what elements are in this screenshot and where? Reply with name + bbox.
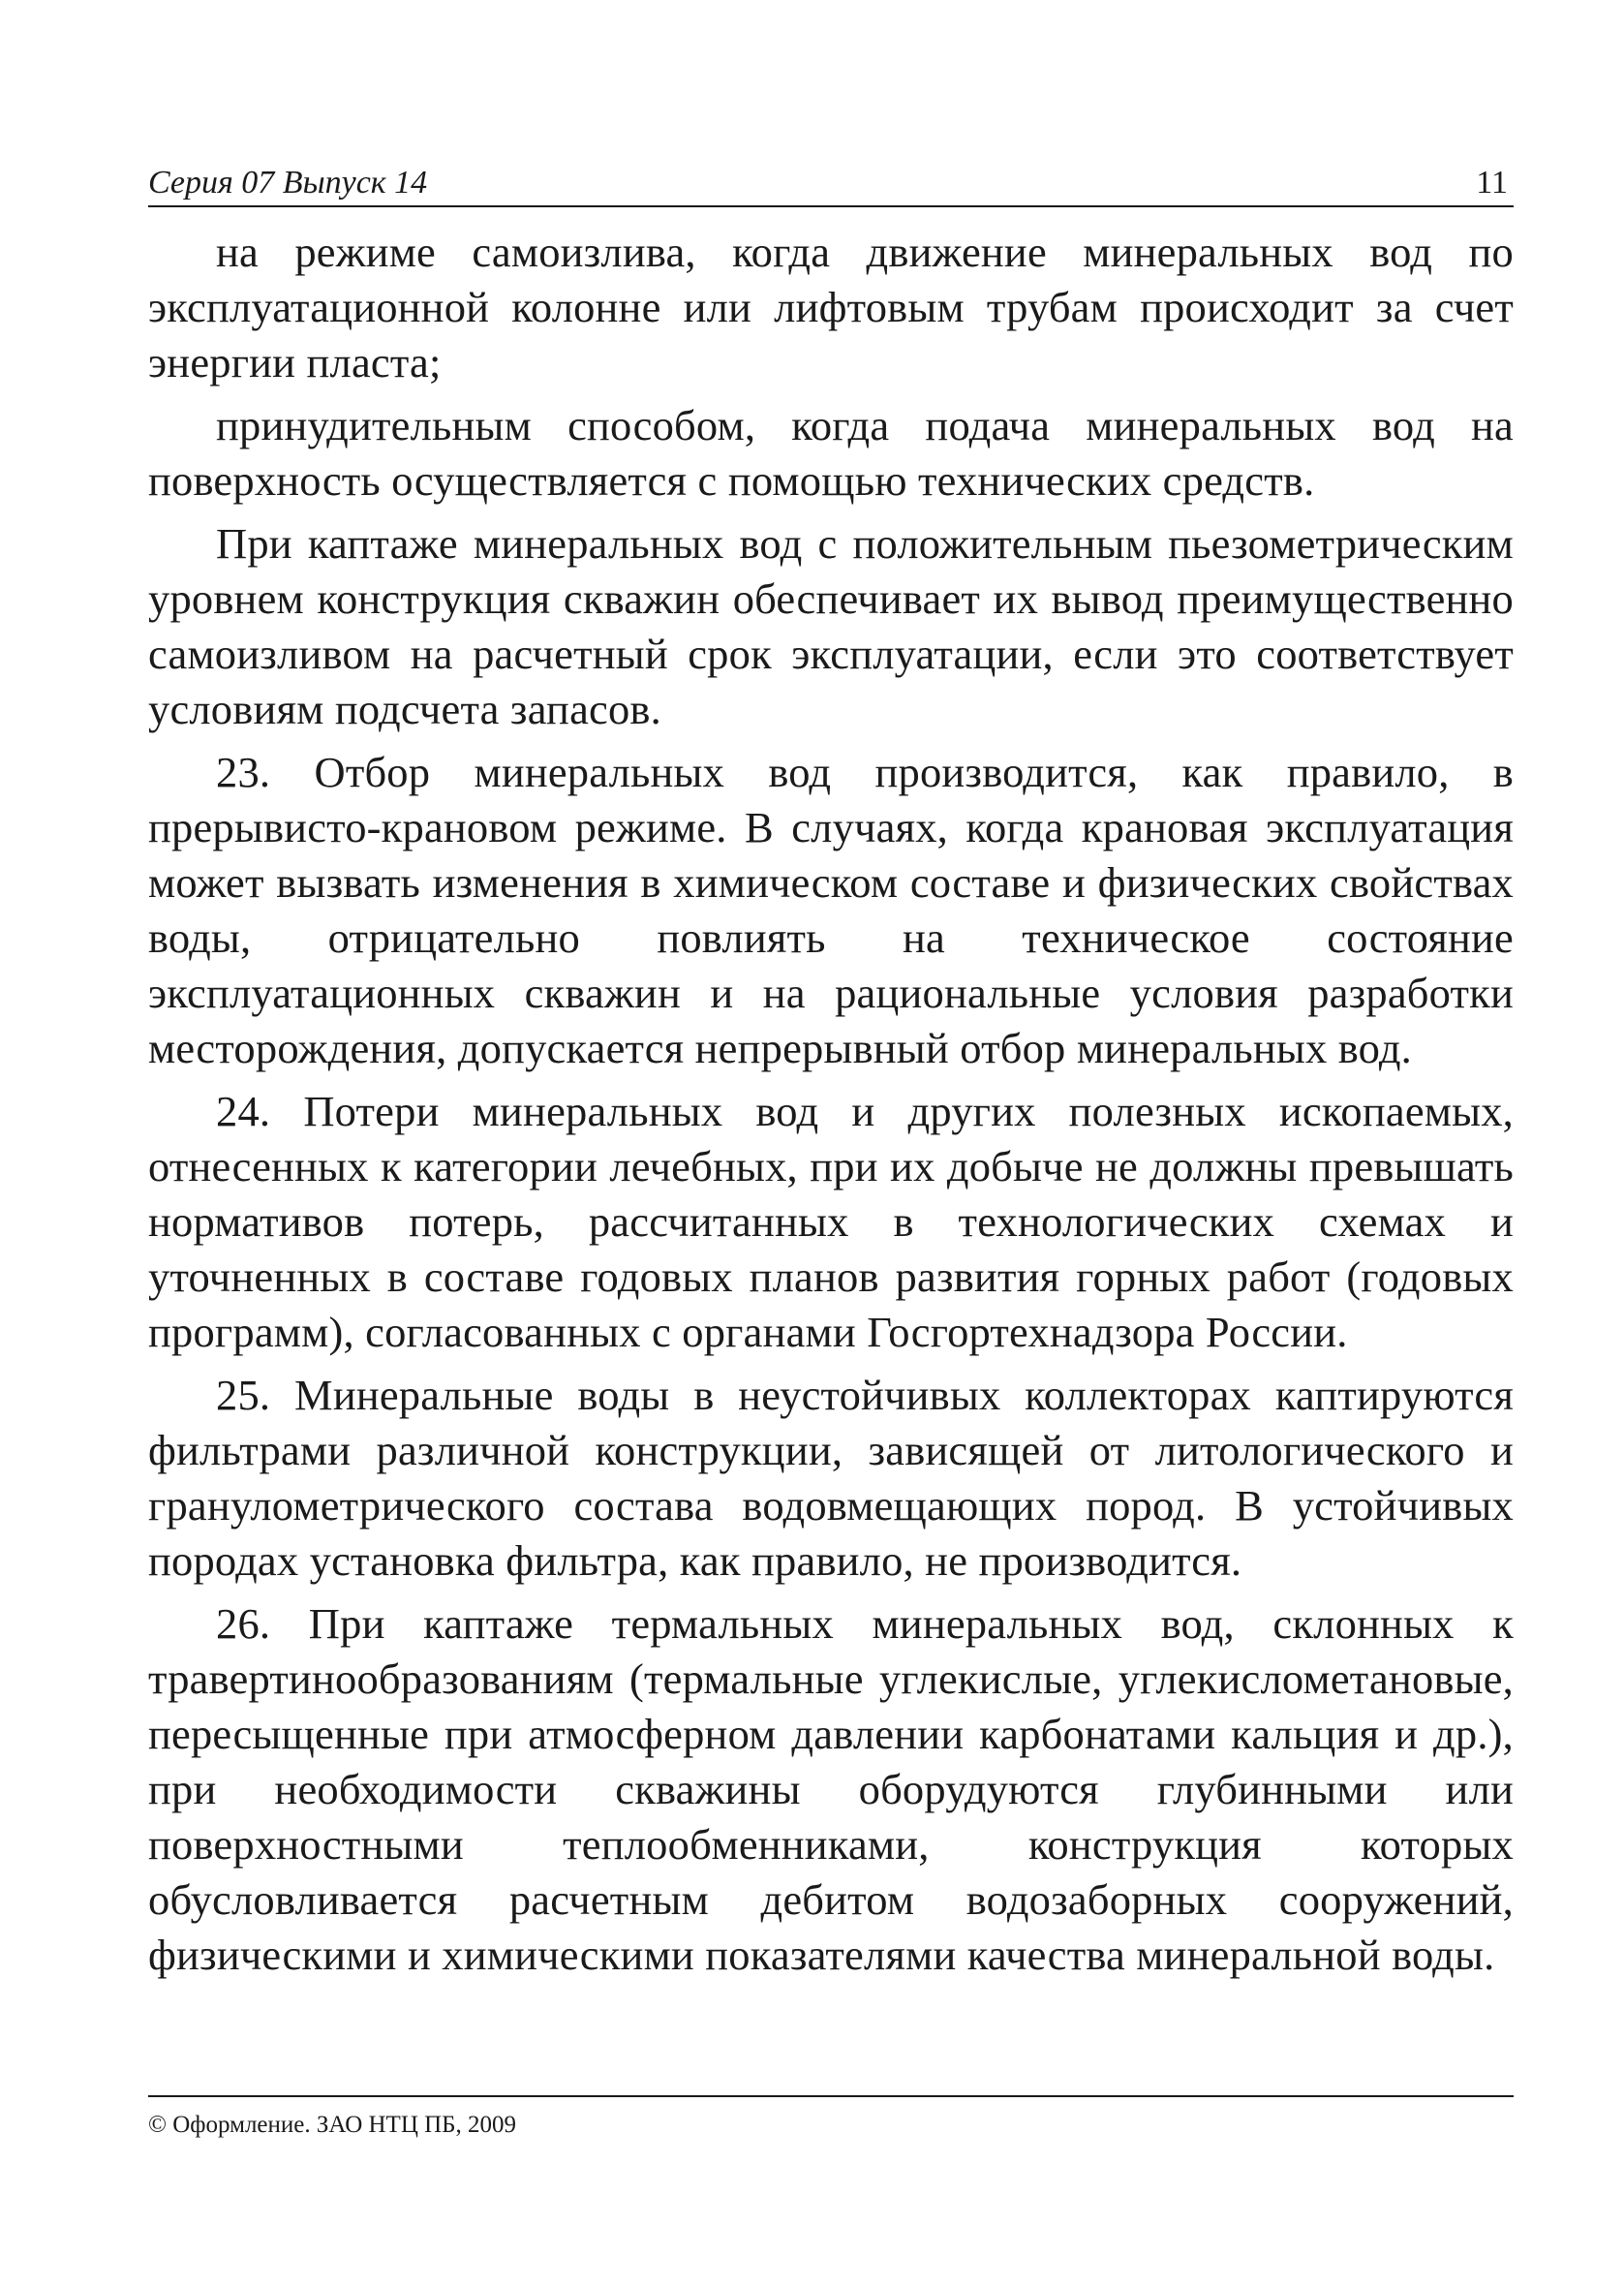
page-number: 11 [1476, 165, 1508, 201]
paragraph: принудительным способом, когда подача минеральных вод на поверхность осуществляется с помощью технических средств. [148, 401, 1514, 505]
paragraph-item-23: 23. Отбор минеральных вод производится, как правило, в прерывисто-крановом режиме. В случаях, когда крановая эксплуатация может вызвать изменения в химическом составе и физических свойствах воды, отрицательно повлиять на техническое состояние эксплуатационных скважин и на рациональные условия разработки месторождения, допускается непрерывный отбор минеральных вод. [148, 748, 1514, 1072]
paragraph-item-25: 25. Минеральные воды в неустойчивых коллекторах каптируются фильтрами различной конструкции, зависящей от литологического и гранулометрического состава водовмещающих пород. В устойчивых породах установка фильтра, как правило, не производится. [148, 1371, 1514, 1585]
paragraph-item-26: 26. При каптаже термальных минеральных вод, склонных к травертинообразованиям (термальные углекислые, углекислометановые, пересыщенные при атмосферном давлении карбонатами кальция и др.), при необходимости скважины оборудуются глубинными или поверхностными теплообменниками, конструкция которых обусловливается расчетным дебитом водозаборных сооружений, физическими и химическими показателями качества минеральной воды. [148, 1599, 1514, 1979]
page-footer [148, 2095, 1514, 2140]
page-header [148, 155, 1514, 207]
paragraph: При каптаже минеральных вод с положительным пьезометрическим уровнем конструкция скважин обеспечивает их вывод преимущественно самоизливом на расчетный срок эксплуатации, если это соответствует условиям подсчета запасов. [148, 519, 1514, 733]
series-title: Серия 07 Выпуск 14 [148, 165, 428, 201]
body-text [148, 225, 1514, 1991]
paragraph: на режиме самоизлива, когда движение минеральных вод по эксплуатационной колонне или лифтовым трубам происходит за счет энергии пласта; [148, 228, 1514, 386]
paragraph-item-24: 24. Потери минеральных вод и других полезных ископаемых, отнесенных к категории лечебных, при их добыче не должны превышать нормативов потерь, рассчитанных в технологических схемах и уточненных в составе годовых планов развития горных работ (годовых программ), согласованных с органами Госгортехнадзора России. [148, 1087, 1514, 1356]
copyright-notice: © Оформление. ЗАО НТЦ ПБ, 2009 [148, 2112, 517, 2138]
